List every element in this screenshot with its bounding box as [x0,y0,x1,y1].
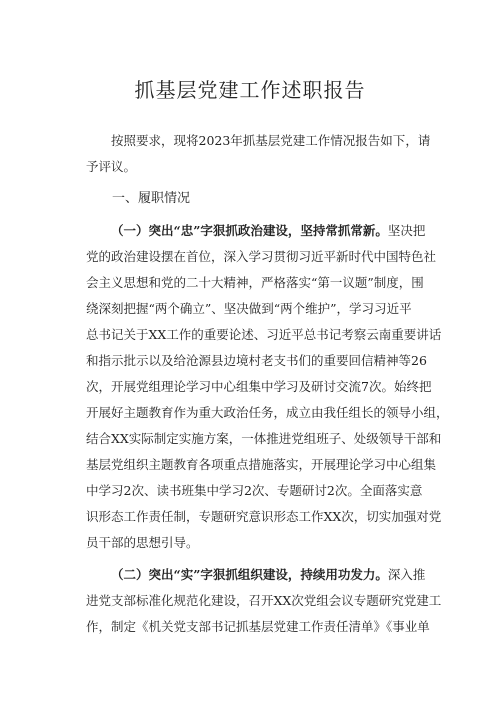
intro-paragraph [86,128,431,180]
intro-line: 予评议。 [86,159,137,174]
document-title: 抓基层党建工作述职报告 [134,78,366,102]
paragraph-text: 深入推 [387,567,426,582]
paragraph-line: 结合XX实际制定实施方案，一体推进党组班子、处级领导干部和 [86,431,442,446]
paragraph-line: 识形态工作责任制，专题研究意识形态工作XX次，切实加强对党 [86,509,442,524]
paragraph-line: 中学习2次、读书班集中学习2次、专题研讨2次。全面落实意 [86,483,423,498]
paragraph-lead: （一）突出“忠”字狠抓政治建设，坚持常抓常新。 [111,223,388,238]
document-body [86,116,449,640]
paragraph-line: 会主义思想和党的二十大精神，严格落实“第一议题”制度，围 [86,275,424,290]
paragraph-line: 次，开展党组理论学习中心组集中学习及研讨交流7次。始终把 [86,379,432,394]
paragraph-line: 绕深刻把握“两个确立”、坚决做到“两个维护”，学习习近平 [86,301,412,316]
section-heading: 一、履职情况 [112,191,191,206]
paragraph-line: 开展好主题教育作为重大政治任务，成立由我任组长的领导小组， [86,405,449,420]
paragraph-line: 党的政治建设摆在首位，深入学习贯彻习近平新时代中国特色社 [86,249,437,264]
paragraph-line: 员干部的思想引导。 [86,535,199,550]
paragraph-line: 和指示批示以及给沧源县边境村老支书们的重要回信精神等26 [86,353,427,368]
paragraph-lead: （二）突出“实”字狠抓组织建设，持续用功发力。 [111,567,388,582]
paragraph-line: 作，制定《机关党支部书记抓基层党建工作责任清单》《事业单 [86,619,430,634]
paragraph-line: 总书记关于XX工作的重要论述、习近平总书记考察云南重要讲话 [86,327,442,342]
paragraph-organization [86,562,442,640]
paragraph-line: 基层党组织主题教育各项重点措施落实，开展理论学习中心组集 [86,457,437,472]
paragraph-text: 坚决把 [387,223,426,238]
paragraph-political [86,218,449,556]
paragraph-line: 进党支部标准化规范化建设，召开XX次党组会议专题研究党建工 [86,593,442,608]
intro-line: 按照要求，现将2023年抓基层党建工作情况报告如下，请 [111,133,431,148]
